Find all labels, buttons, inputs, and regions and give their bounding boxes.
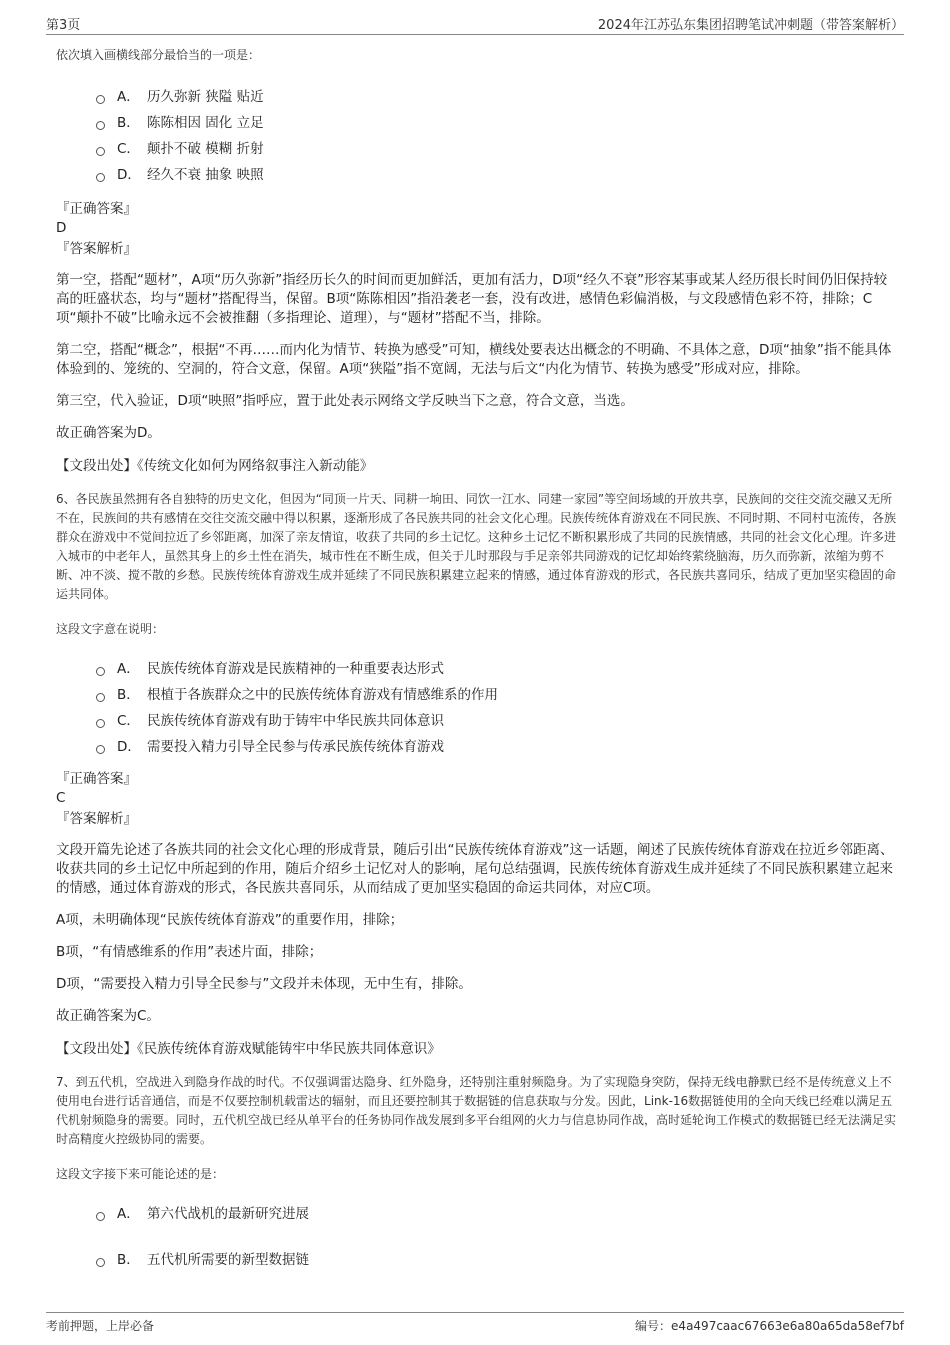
q6-stem: 6、各民族虽然拥有各自独特的历史文化，但因为“同顶一片天、同耕一垧田、同饮一江水、同建一家园”等空间场域的开放共享，民族间的交往交流交融又无所不在，民族间的共有感情在交往交流交融中得以积累，逐渐形成了各民族共同的社会文化心理。民族传统体育游戏在不同民族、不同时期、不同村屯流传，各族群众在游戏中不觉间拉近了乡邻距离，加深了亲友情谊，收获了共同的乡土记忆。这种乡土记忆不断积累形成了共同的民族情感，共同的社会文化心理。许多进入城市的中老年人，虽然其身上的乡土性在消失，城市性在不断生成，但关于儿时那段与手足亲邻共同游戏的记忆却始终萦绕脑海，历久而弥新，浓缩为剪不断、冲不淡、搅不散的乡愁。民族传统体育游戏生成并延续了不同民族积累建立起来的情感，通过体育游戏的形式，各民族共喜同乐，结成了更加坚实稳固的命运共同体。 (56, 492, 897, 601)
radio-icon[interactable] (96, 693, 105, 702)
q5-option-a[interactable]: A． 历久弥新 狭隘 贴近 (96, 84, 900, 110)
q7-stem: 7、到五代机，空战进入到隐身作战的时代。不仅强调雷达隐身、红外隐身，还特别注重射频隐身。为了实现隐身突防，保持无线电静默已经不是传统意义上不使用电台进行话音通信，而是不仅要控制机载雷达的辐射，而且还要控制其于数据链的信息获取与分发。因此，Link-16数据链使用的全向天线已经难以满足五代机射频隐身的需要。同时，五代机空战已经从单平台的任务协同作战发展到多平台组网的火力与信息协同作战，高时延轮询工作模式的数据链已经无法满足实时高精度火控级协同的需要。 (56, 1075, 897, 1146)
q7-option-a[interactable]: A． 第六代战机的最新研究进展 (96, 1201, 900, 1227)
radio-icon[interactable] (96, 667, 105, 676)
q6-analysis-5: 故正确答案为C。 (56, 1008, 160, 1024)
page-header (46, 12, 904, 35)
radio-icon[interactable] (96, 745, 105, 754)
q5-option-b[interactable]: B． 陈陈相因 固化 立足 (96, 110, 900, 136)
q6-option-d[interactable]: D． 需要投入精力引导全民参与传承民族传统体育游戏 (96, 734, 900, 760)
q6-analysis-3: B项，“有情感维系的作用”表述片面，排除； (56, 944, 323, 960)
q5-answer-label: 『正确答案』 (56, 201, 137, 217)
q7-option-b[interactable]: B． 五代机所需要的新型数据链 (96, 1247, 900, 1273)
radio-icon[interactable] (96, 147, 105, 156)
page-footer (46, 1312, 904, 1335)
q6-option-a[interactable]: A． 民族传统体育游戏是民族精神的一种重要表达形式 (96, 656, 900, 682)
q6-analysis-4: D项，“需要投入精力引导全民参与”文段并未体现，无中生有，排除。 (56, 976, 472, 992)
page-content (56, 44, 900, 1273)
radio-icon[interactable] (96, 121, 105, 130)
q6-analysis-1: 文段开篇先论述了各族共同的社会文化心理的形成背景，随后引出“民族传统体育游戏”这一话题，阐述了民族传统体育游戏在拉近乡邻距离、收获共同的乡土记忆中所起到的作用，随后介绍乡土记忆对人的影响，尾句总结强调，民族传统体育游戏生成并延续了不同民族积累建立起来的情感，通过体育游戏的形式，各民族共喜同乐，从而结成了更加坚实稳固的命运共同体，对应C项。 (56, 842, 894, 896)
q6-analysis-label: 『答案解析』 (56, 811, 137, 827)
radio-icon[interactable] (96, 719, 105, 728)
q7-options (96, 1201, 900, 1273)
q6-answer-label: 『正确答案』 (56, 771, 137, 787)
q5-source: 【文段出处】《传统文化如何为网络叙事注入新动能》 (56, 458, 374, 474)
radio-icon[interactable] (96, 173, 105, 182)
q6-option-c[interactable]: C． 民族传统体育游戏有助于铸牢中华民族共同体意识 (96, 708, 900, 734)
radio-icon[interactable] (96, 95, 105, 104)
q6-answer: C (56, 790, 66, 806)
q5-analysis-label: 『答案解析』 (56, 241, 137, 257)
q6-analysis-2: A项，未明确体现“民族传统体育游戏”的重要作用，排除； (56, 912, 404, 928)
radio-icon[interactable] (96, 1212, 105, 1221)
footer-slogan: 考前押题，上岸必备 (46, 1319, 155, 1333)
q5-prompt: 依次填入画横线部分最恰当的一项是： (56, 48, 261, 62)
q6-options (96, 656, 900, 760)
radio-icon[interactable] (96, 1258, 105, 1267)
q5-answer: D (56, 220, 67, 236)
q5-analysis-2: 第二空，搭配“概念”，根据“不再……而内化为情节、转换为感受”可知，横线处要表达出概念的不明确、不具体之意，D项“抽象”指不能具体体验到的、笼统的、空洞的，符合文意，保留。A项“狭隘”指不宽阔，无法与后文“内化为情节、转换为感受”形成对应，排除。 (56, 342, 892, 377)
q6-prompt: 这段文字意在说明： (56, 622, 165, 636)
page-number: 第3页 (46, 18, 81, 33)
q5-analysis-4: 故正确答案为D。 (56, 425, 161, 441)
q5-analysis-3: 第三空，代入验证，D项“映照”指呼应，置于此处表示网络文学反映当下之意，符合文意，当选。 (56, 393, 634, 409)
q7-prompt: 这段文字接下来可能论述的是： (56, 1167, 225, 1181)
q5-option-d[interactable]: D． 经久不衰 抽象 映照 (96, 162, 900, 188)
document-id: 编号：e4a497caac67663e6a80a65da58ef7bf (635, 1319, 904, 1333)
q5-analysis-1: 第一空，搭配“题材”，A项“历久弥新”指经历长久的时间而更加鲜活，更加有活力，D项“经久不衰”形容某事或某人经历很长时间仍旧保持较高的旺盛状态，均与“题材”搭配得当，保留。B项“陈陈相因”指沿袭老一套，没有改进，感情色彩偏消极，与文段感情色彩不符，排除；C项“颠扑不破”比喻永远不会被推翻（多指理论、道理），与“题材”搭配不当，排除。 (56, 272, 888, 326)
q5-option-c[interactable]: C． 颠扑不破 模糊 折射 (96, 136, 900, 162)
q5-options (96, 84, 900, 188)
q6-source: 【文段出处】《民族传统体育游戏赋能铸牢中华民族共同体意识》 (56, 1041, 441, 1057)
document-title: 2024年江苏弘东集团招聘笔试冲刺题（带答案解析） (597, 18, 904, 33)
q6-option-b[interactable]: B． 根植于各族群众之中的民族传统体育游戏有情感维系的作用 (96, 682, 900, 708)
